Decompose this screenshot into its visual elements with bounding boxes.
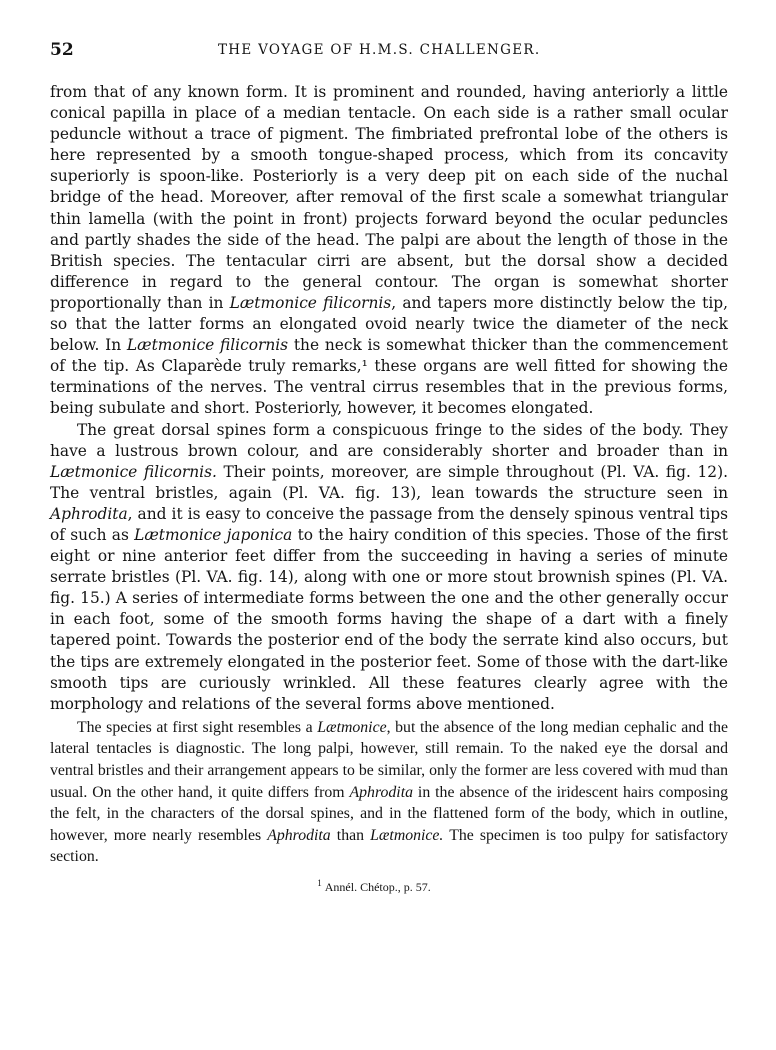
italic-term: Lætmonice filicornis. xyxy=(50,462,217,481)
page-header xyxy=(50,40,728,64)
text-run: to the hairy condition of this species. Those of the first eight or nine anterior feet differ from the succeeding in having a series of minute serrate bristles (Pl. VA. fig. 14), along with one or more stout brownish spines (Pl. VA. fig. 15.) A series of intermediate forms between the one and the other generally occur in each foot, some of the smooth forms having the shape of a dart with a finely tapered point. Towards the posterior end of the body the serrate kind also occurs, but the tips are extremely elongated in the posterior feet. Some of those with the dart-like smooth tips are curiously wrinkled. All these features clearly agree with the morphology and relations of the several forms above mentioned. xyxy=(50,525,728,713)
text-run: than xyxy=(330,826,371,844)
text-run: The specimen is too pulpy for satisfactory section. xyxy=(50,826,728,866)
italic-term: Lætmonice japonica xyxy=(134,525,293,544)
text-run: from that of any known form. It is prominent and rounded, having anteriorly a little conical papilla in place of a median tentacle. On each side is a rather small ocular peduncle without a trace of pigment. The fimbriated prefrontal lobe of the others is here represented by a smooth tongue-shaped process, which from its concavity superiorly is spoon-like. Posteriorly is a very deep pit on each side of the nuchal bridge of the head. Moreover, after removal of the first scale a somewhat triangular thin lamella (with the point in front) projects forward beyond the ocular peduncles and partly shades the side of the head. The palpi are about the length of those in the British species. The tentacular cirri are absent, but the dorsal show a decided difference in regard to the general contour. The organ is somewhat shorter proportionally than in xyxy=(50,83,728,312)
paragraph-1 xyxy=(50,82,728,420)
italic-term: Lætmonice. xyxy=(370,826,444,844)
italic-term: Aphrodita xyxy=(267,826,331,844)
italic-term: Aphrodita xyxy=(50,504,128,523)
text-run: the neck is somewhat thicker than the commencement of the tip. As Claparède truly remarks,¹ these organs are well fitted for showing the terminations of the nerves. The ventral cirrus resembles that in the previous forms, being subulate and short. Posteriorly, however, it becomes elongated. xyxy=(50,336,728,418)
document-page xyxy=(50,40,728,895)
running-title: THE VOYAGE OF H.M.S. CHALLENGER. xyxy=(218,42,541,58)
paragraph-3 xyxy=(50,717,728,868)
text-run: , but the absence of the long median cephalic and the lateral tentacles is diagnostic. The long palpi, however, still remain. To the naked eye the dorsal and ventral bristles and their arrangement appears to be similar, only the former are less covered with mud than usual. On the other hand, it quite differs from xyxy=(50,718,728,801)
text-run: in the absence of the iridescent hairs composing the felt, in the characters of the dorsal spines, and in the flattened form of the body, which in outline, however, more nearly resembles xyxy=(50,783,728,844)
text-run: Their points, moreover, are simple throughout (Pl. VA. fig. 12). The ventral bristles, again (Pl. VA. fig. 13), lean towards the structure seen in xyxy=(50,462,728,502)
footnote xyxy=(50,878,728,895)
text-run: The species at first sight resembles a xyxy=(77,718,318,736)
italic-term: Lætmonice xyxy=(317,718,387,736)
text-run: The great dorsal spines form a conspicuous fringe to the sides of the body. They have a lustrous brown colour, and are considerably shorter and broader than in xyxy=(50,420,728,460)
footnote-mark: 1 xyxy=(317,877,322,888)
italic-term: Lætmonice filicornis xyxy=(126,336,289,355)
footnote-text: Annél. Chétop., p. 57. xyxy=(324,879,431,894)
italic-term: Aphrodita xyxy=(349,783,413,801)
text-run: , and tapers more distinctly below the tip, so that the latter forms an elongated ovoid nearly twice the diameter of the neck below. In xyxy=(50,293,728,355)
paragraph-2 xyxy=(50,420,728,715)
italic-term: Lætmonice filicornis xyxy=(229,293,392,312)
page-number: 52 xyxy=(50,40,74,60)
text-run: , and it is easy to conceive the passage from the densely spinous ventral tips of such as xyxy=(50,504,728,544)
